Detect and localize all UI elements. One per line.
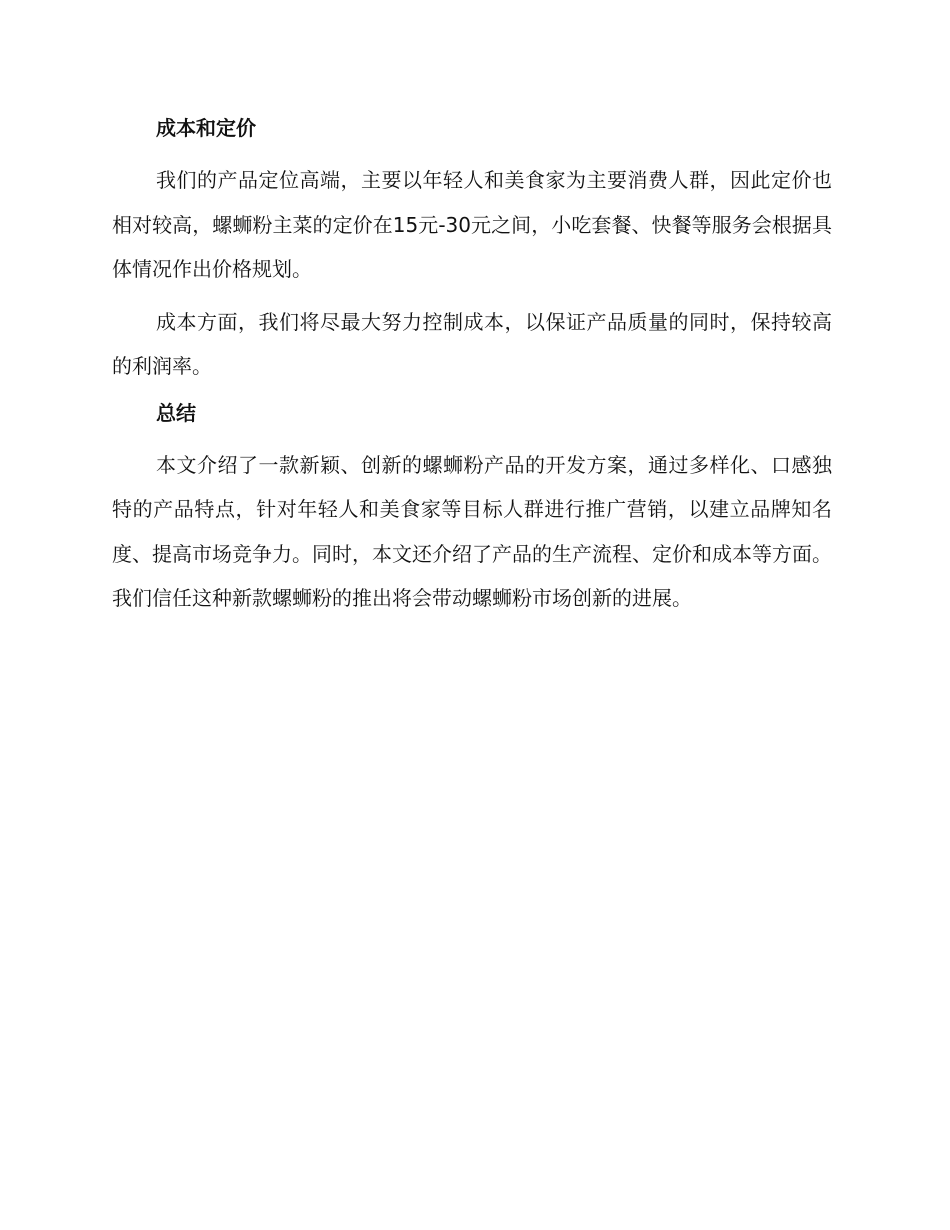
paragraph: 成本方面，我们将尽最大努力控制成本，以保证产品质量的同时，保持较高的利润率。 xyxy=(112,309,832,378)
section-cost-pricing xyxy=(112,112,832,389)
section-heading: 成本和定价 xyxy=(156,116,256,140)
paragraph: 本文介绍了一款新颖、创新的螺蛳粉产品的开发方案，通过多样化、口感独特的产品特点，针对年轻人和美食家等目标人群进行推广营销，以建立品牌知名度、提高市场竞争力。同时，本文还介绍了产品的生产流程、定价和成本等方面。我们信任这种新款螺蛳粉的推出将会带动螺蛳粉市场创新的进展。 xyxy=(112,452,832,610)
section-heading: 总结 xyxy=(156,400,196,425)
document-page xyxy=(112,112,832,629)
paragraph: 我们的产品定位高端，主要以年轻人和美食家为主要消费人群，因此定价也相对较高，螺蛳粉主菜的定价在15元-30元之间，小吃套餐、快餐等服务会根据具体情况作出价格规划。 xyxy=(112,168,832,281)
section-summary xyxy=(112,397,832,621)
